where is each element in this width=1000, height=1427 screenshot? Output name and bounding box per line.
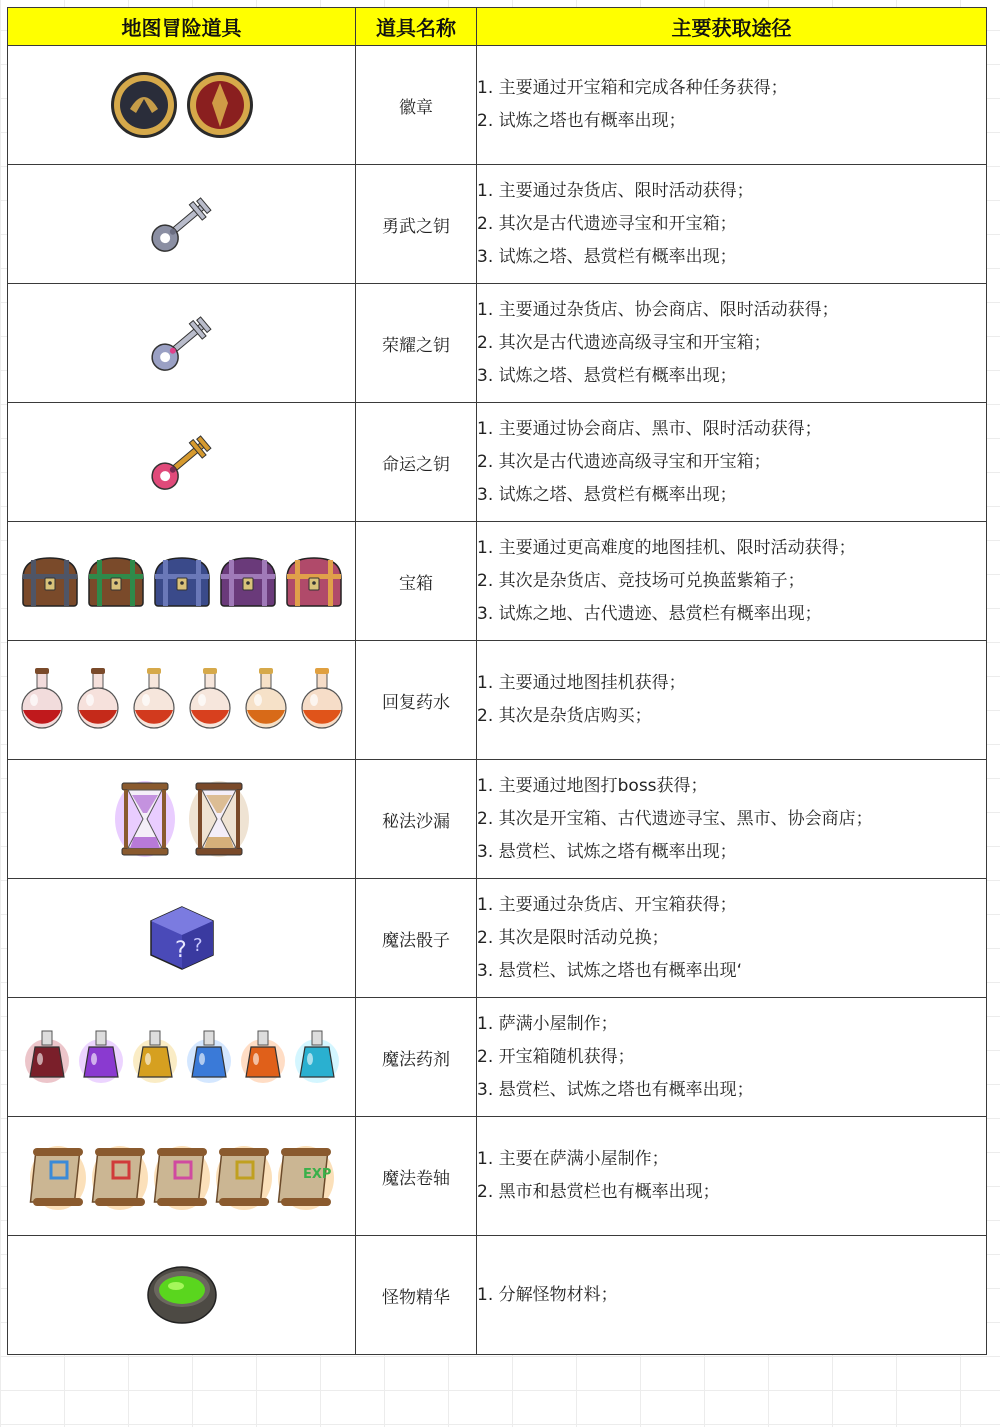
acquisition-line: 3. 悬赏栏、试炼之塔也有概率出现；	[477, 1079, 754, 1100]
acquisition-line: 2. 试炼之塔也有概率出现；	[477, 111, 686, 131]
table-row	[8, 403, 987, 522]
acquisition-line: 1. 主要通过杂货店、开宝箱获得；	[477, 894, 737, 915]
chest-green-icon	[85, 552, 147, 610]
table-row	[8, 879, 987, 998]
acquisition-cell	[477, 165, 987, 284]
acquisition-line: 2. 开宝箱随机获得；	[477, 1046, 635, 1067]
item-name: 秘法沙漏	[356, 760, 477, 879]
potion-winged-icon	[296, 664, 348, 736]
item-icons	[8, 777, 355, 861]
header-row	[8, 8, 987, 46]
badge-gold-icon	[108, 69, 180, 141]
item-icons	[8, 426, 355, 498]
acquisition-cell	[477, 760, 987, 879]
item-icons	[8, 1025, 355, 1089]
magic-dice-icon	[145, 901, 219, 975]
scroll-pink-icon	[153, 1140, 211, 1212]
scroll-yellow-icon	[215, 1140, 273, 1212]
item-icons	[8, 307, 355, 379]
fate-key-icon	[142, 426, 222, 498]
elixir-blue-icon	[184, 1025, 234, 1089]
acquisition-line: 3. 试炼之地、古代遗迹、悬赏栏有概率出现；	[477, 603, 822, 624]
table-row	[8, 46, 987, 165]
table-row	[8, 284, 987, 403]
elixir-orange-icon	[238, 1025, 288, 1089]
item-icons	[8, 552, 355, 610]
chest-brown-icon	[19, 552, 81, 610]
item-name: 宝箱	[356, 522, 477, 641]
acquisition-cell	[477, 641, 987, 760]
item-image-cell	[8, 284, 356, 403]
acquisition-line: 3. 悬赏栏、试炼之塔有概率出现；	[477, 841, 737, 862]
table-row	[8, 641, 987, 760]
item-name: 徽章	[356, 46, 477, 165]
potion-ornate-icon	[184, 664, 236, 736]
acquisition-line: 1. 主要通过杂货店、限时活动获得；	[477, 180, 754, 201]
acquisition-line: 3. 试炼之塔、悬赏栏有概率出现；	[477, 246, 737, 267]
item-icons	[8, 1140, 355, 1212]
acquisition-line: 2. 其次是开宝箱、古代遗迹寻宝、黑市、协会商店；	[477, 808, 873, 829]
table-row	[8, 165, 987, 284]
acquisition-line: 2. 其次是杂货店、竞技场可兑换蓝紫箱子；	[477, 570, 805, 591]
table-row	[8, 1236, 987, 1355]
elixir-purple-icon	[76, 1025, 126, 1089]
acquisition-line: 1. 主要在萨满小屋制作；	[477, 1149, 669, 1169]
item-name: 勇武之钥	[356, 165, 477, 284]
acquisition-cell	[477, 522, 987, 641]
acquisition-cell	[477, 1117, 987, 1236]
item-name: 魔法药剂	[356, 998, 477, 1117]
acquisition-line: 1. 主要通过地图挂机获得；	[477, 673, 686, 693]
item-image-cell	[8, 641, 356, 760]
acquisition-cell	[477, 284, 987, 403]
item-name: 荣耀之钥	[356, 284, 477, 403]
item-icons	[8, 664, 355, 736]
item-image-cell	[8, 879, 356, 998]
badge-red-icon	[184, 69, 256, 141]
item-image-cell	[8, 1117, 356, 1236]
table-row	[8, 1117, 987, 1236]
acquisition-line: 1. 萨满小屋制作；	[477, 1013, 618, 1034]
item-image-cell	[8, 522, 356, 641]
acquisition-line: 1. 主要通过更高难度的地图挂机、限时活动获得；	[477, 537, 856, 558]
table-row	[8, 522, 987, 641]
acquisition-line: 2. 其次是限时活动兑换；	[477, 927, 669, 948]
potion-flask-icon	[72, 664, 124, 736]
scroll-exp-label: EXP	[302, 1167, 331, 1182]
acquisition-line: 1. 主要通过杂货店、协会商店、限时活动获得；	[477, 299, 839, 320]
item-name: 回复药水	[356, 641, 477, 760]
header-item-image: 地图冒险道具	[8, 8, 356, 46]
acquisition-cell	[477, 879, 987, 998]
elixir-yellow-icon	[130, 1025, 180, 1089]
chest-pink-icon	[283, 552, 345, 610]
item-image-cell	[8, 998, 356, 1117]
header-acquisition: 主要获取途径	[477, 8, 987, 46]
item-image-cell	[8, 46, 356, 165]
acquisition-line: 1. 主要通过开宝箱和完成各种任务获得；	[477, 78, 788, 98]
acquisition-line: 2. 其次是古代遗迹高级寻宝和开宝箱；	[477, 451, 771, 472]
item-icons	[8, 1259, 355, 1331]
acquisition-line: 2. 其次是杂货店购买；	[477, 706, 652, 726]
item-image-cell	[8, 403, 356, 522]
item-image-cell	[8, 1236, 356, 1355]
acquisition-line: 2. 其次是古代遗迹高级寻宝和开宝箱；	[477, 332, 771, 353]
items-table	[7, 7, 987, 1355]
item-name: 怪物精华	[356, 1236, 477, 1355]
svg-text:?: ?	[174, 938, 187, 963]
acquisition-line: 1. 主要通过地图打boss获得；	[477, 775, 708, 796]
svg-text:?: ?	[192, 935, 203, 956]
potion-gold-icon	[240, 664, 292, 736]
acquisition-line: 1. 分解怪物材料；	[477, 1284, 618, 1305]
potion-round-icon	[128, 664, 180, 736]
item-icons	[8, 69, 355, 141]
scroll-exp-icon	[277, 1140, 335, 1212]
glory-key-icon	[142, 307, 222, 379]
item-icons	[8, 901, 355, 975]
silver-key-icon	[142, 188, 222, 260]
acquisition-line: 3. 悬赏栏、试炼之塔也有概率出现‘	[477, 960, 743, 981]
scroll-red-icon	[91, 1140, 149, 1212]
chest-blue-icon	[151, 552, 213, 610]
hourglass-brown-icon	[184, 777, 254, 861]
potion-tube-icon	[16, 664, 68, 736]
item-icons	[8, 188, 355, 260]
elixir-cyan-icon	[292, 1025, 342, 1089]
acquisition-cell	[477, 403, 987, 522]
acquisition-line: 3. 试炼之塔、悬赏栏有概率出现；	[477, 365, 737, 386]
hourglass-purple-icon	[110, 777, 180, 861]
acquisition-cell	[477, 1236, 987, 1355]
elixir-dark-red-icon	[22, 1025, 72, 1089]
item-name: 魔法卷轴	[356, 1117, 477, 1236]
item-name: 魔法骰子	[356, 879, 477, 998]
chest-purple-icon	[217, 552, 279, 610]
acquisition-line: 3. 试炼之塔、悬赏栏有概率出现；	[477, 484, 737, 505]
item-image-cell	[8, 165, 356, 284]
acquisition-line: 2. 黑市和悬赏栏也有概率出现；	[477, 1182, 720, 1202]
item-image-cell	[8, 760, 356, 879]
acquisition-line: 2. 其次是古代遗迹寻宝和开宝箱；	[477, 213, 737, 234]
header-item-name: 道具名称	[356, 8, 477, 46]
table-row	[8, 998, 987, 1117]
acquisition-cell	[477, 46, 987, 165]
item-name: 命运之钥	[356, 403, 477, 522]
scroll-blue-icon	[29, 1140, 87, 1212]
monster-essence-bowl-icon	[142, 1259, 222, 1331]
acquisition-line: 1. 主要通过协会商店、黑市、限时活动获得；	[477, 418, 822, 439]
acquisition-cell	[477, 998, 987, 1117]
table-row	[8, 760, 987, 879]
